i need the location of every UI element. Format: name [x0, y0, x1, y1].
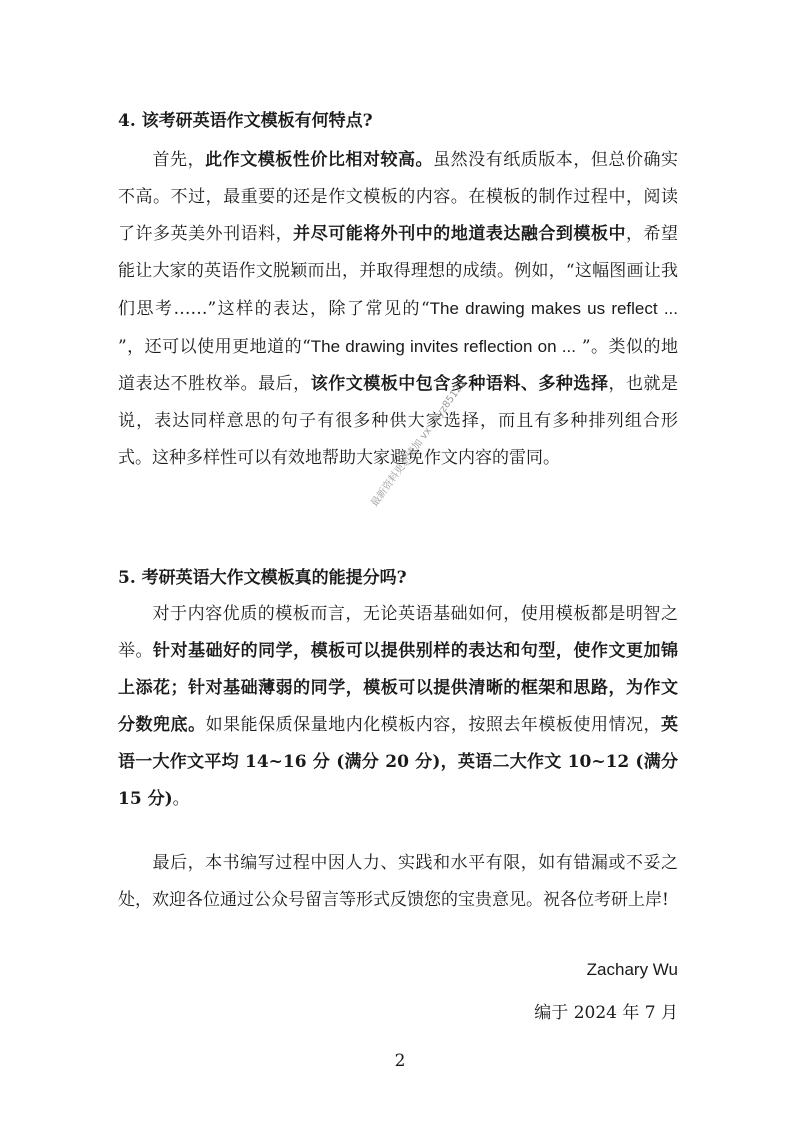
s4-english-example-1: The drawing makes us reflect ...: [429, 299, 678, 318]
date-line: 编于 2024 年 7 月: [534, 1003, 678, 1023]
watermark-text: 最新资料更新请加 vx：kyz85121: [369, 378, 469, 509]
section-4-paragraph: [118, 142, 678, 477]
s4-bold-1: 此作文模板性价比相对较高。: [205, 150, 434, 170]
author-name: Zachary Wu: [586, 960, 678, 979]
closing-text: 最后，本书编写过程中因人力、实践和水平有限，如有错漏或不妥之处，欢迎各位通过公众号留言等形式反馈您的宝贵意见。祝各位考研上岸!: [118, 853, 678, 910]
s4-text-1: 首先，: [152, 150, 206, 170]
section-5-paragraph: [118, 596, 678, 818]
s4-bold-3: 该作文模板中包含多种语料、多种选择: [310, 374, 609, 394]
s4-text-4: ”，还可以使用更地道的“: [118, 337, 311, 357]
s4-text-2: 虽然没有纸质版本，但总价确实不高。不过，最重要的还是作文模板的内容。在模板的制作过程中，阅读了许多英美外刊语料，: [118, 150, 679, 244]
page-number: 2: [394, 1051, 406, 1071]
s4-text-3: ，希望能让大家的英语作文脱颖而出，并取得理想的成绩。例如，“这幅图画让我们思考……”这样的表达，除了常见的“: [118, 224, 679, 319]
s5-text-1: 对于内容优质的模板而言，无论英语基础如何，使用模板都是明智之举。: [118, 604, 678, 661]
s4-text-6: ，也就是说，表达同样意思的句子有很多种供大家选择，而且有多种排列组合形式。这种多样性可以有效地帮助大家避免作文内容的雷同。: [118, 374, 679, 468]
s4-english-example-2: The drawing invites reflection on ...: [310, 337, 576, 356]
section-5-heading: 5. 考研英语大作文模板真的能提分吗?: [118, 568, 407, 588]
s4-bold-2: 并尽可能将外刊中的地道表达融合到模板中: [293, 224, 626, 244]
section-4-heading: 4. 该考研英语作文模板有何特点?: [118, 111, 373, 131]
s5-bold-2: 英语一大作文平均 14~16 分 (满分 20 分)，英语二大作文 10~12 (满分 15 分): [118, 715, 679, 809]
s5-text-2: 如果能保质保量地内化模板内容，按照去年模板使用情况，: [205, 715, 662, 735]
closing-paragraph: [118, 845, 678, 919]
s5-bold-1: 针对基础好的同学，模板可以提供别样的表达和句型，使作文更加锦上添花；针对基础薄弱的同学，模板可以提供清晰的框架和思路，为作文分数兜底。: [118, 641, 679, 735]
s5-text-3: 。: [172, 789, 190, 809]
s4-text-5: ”。类似的地道表达不胜枚举。最后，: [118, 337, 678, 394]
